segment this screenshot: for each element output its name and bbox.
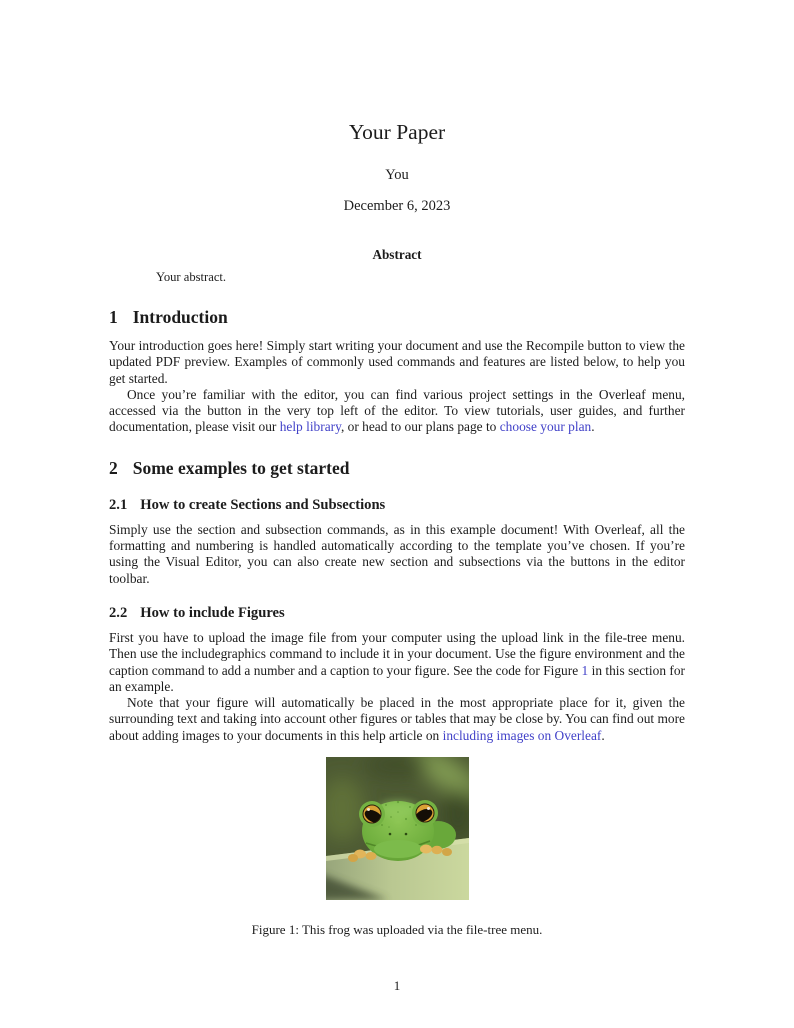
- section-title: Some examples to get started: [132, 457, 350, 478]
- choose-your-plan-link[interactable]: choose your plan: [499, 419, 592, 435]
- intro-paragraph-2: [109, 387, 685, 436]
- paragraph-text: First you have to upload the image file from your computer using the upload link in the file-tree menu. Then use the includegraphics command to include it in your document. Use the figure environment and the caption command to add a number and a caption to your figure. See the code for Figure: [109, 629, 685, 678]
- page-content: [109, 120, 685, 938]
- section-heading-examples: [109, 458, 685, 479]
- figure-1-reference-link[interactable]: 1: [581, 662, 589, 678]
- intro-paragraph-1: [109, 338, 685, 387]
- subsection-heading-figures: [109, 604, 685, 622]
- paragraph-text: Note that your figure will automatically be placed in the most appropriate place for it, given the surrounding text and taking into account other figures or tables that may be close by. You can find out more about adding images to your documents in this help article on: [109, 695, 685, 743]
- section-number: 2: [109, 457, 118, 478]
- paper-title: Your Paper: [348, 120, 446, 144]
- abstract-text: Your abstract.: [156, 270, 227, 284]
- frog-photo: [326, 757, 469, 900]
- section-number: 1: [109, 307, 118, 327]
- page-number: 1: [393, 978, 401, 993]
- figure-caption: Figure 1: This frog was uploaded via the file-tree menu.: [251, 922, 543, 938]
- section-heading-introduction: [109, 307, 685, 328]
- abstract-heading: Abstract: [372, 247, 422, 262]
- subsection-title: How to create Sections and Subsections: [140, 496, 386, 513]
- help-library-link[interactable]: help library: [279, 419, 341, 435]
- paragraph-text: Simply use the section and subsection commands, as in this example document! With Overleaf, all the formatting and numbering is handled automatically according to the template you’ve chosen. If you’re using the Visual Editor, you can also create new section and subsections via the buttons in the editor toolbar.: [109, 521, 685, 586]
- including-images-on-overleaf-link[interactable]: including images on Overleaf: [442, 727, 602, 743]
- subsection-number: 2.2: [109, 604, 128, 621]
- subsection-heading-sections: [109, 496, 685, 514]
- paragraph-text: , or head to our plans page to: [340, 419, 500, 435]
- section-title: Introduction: [132, 307, 228, 327]
- paper-author: You: [385, 167, 409, 183]
- paragraph-text: .: [601, 727, 605, 743]
- figures-paragraph-1: [109, 630, 685, 695]
- paragraph-text: in this section for an example.: [109, 662, 685, 694]
- figures-paragraph-2: [109, 695, 685, 744]
- subsection-title: How to include Figures: [140, 604, 285, 621]
- subsection-number: 2.1: [109, 496, 128, 513]
- paragraph-text: .: [591, 419, 595, 435]
- paragraph-text: Your introduction goes here! Simply start writing your document and use the Recompile button to view the updated PDF preview. Examples of commonly used commands and features are listed below, to help you get started.: [109, 338, 685, 386]
- paper-date: December 6, 2023: [343, 198, 451, 214]
- paragraph-text: Once you’re familiar with the editor, you can find various project settings in the Overleaf menu, accessed via the button in the very top left of the editor. To view tutorials, user guides, and further documentation, please visit our: [109, 386, 685, 435]
- sections-paragraph: [109, 522, 685, 587]
- figure-1: [109, 757, 685, 938]
